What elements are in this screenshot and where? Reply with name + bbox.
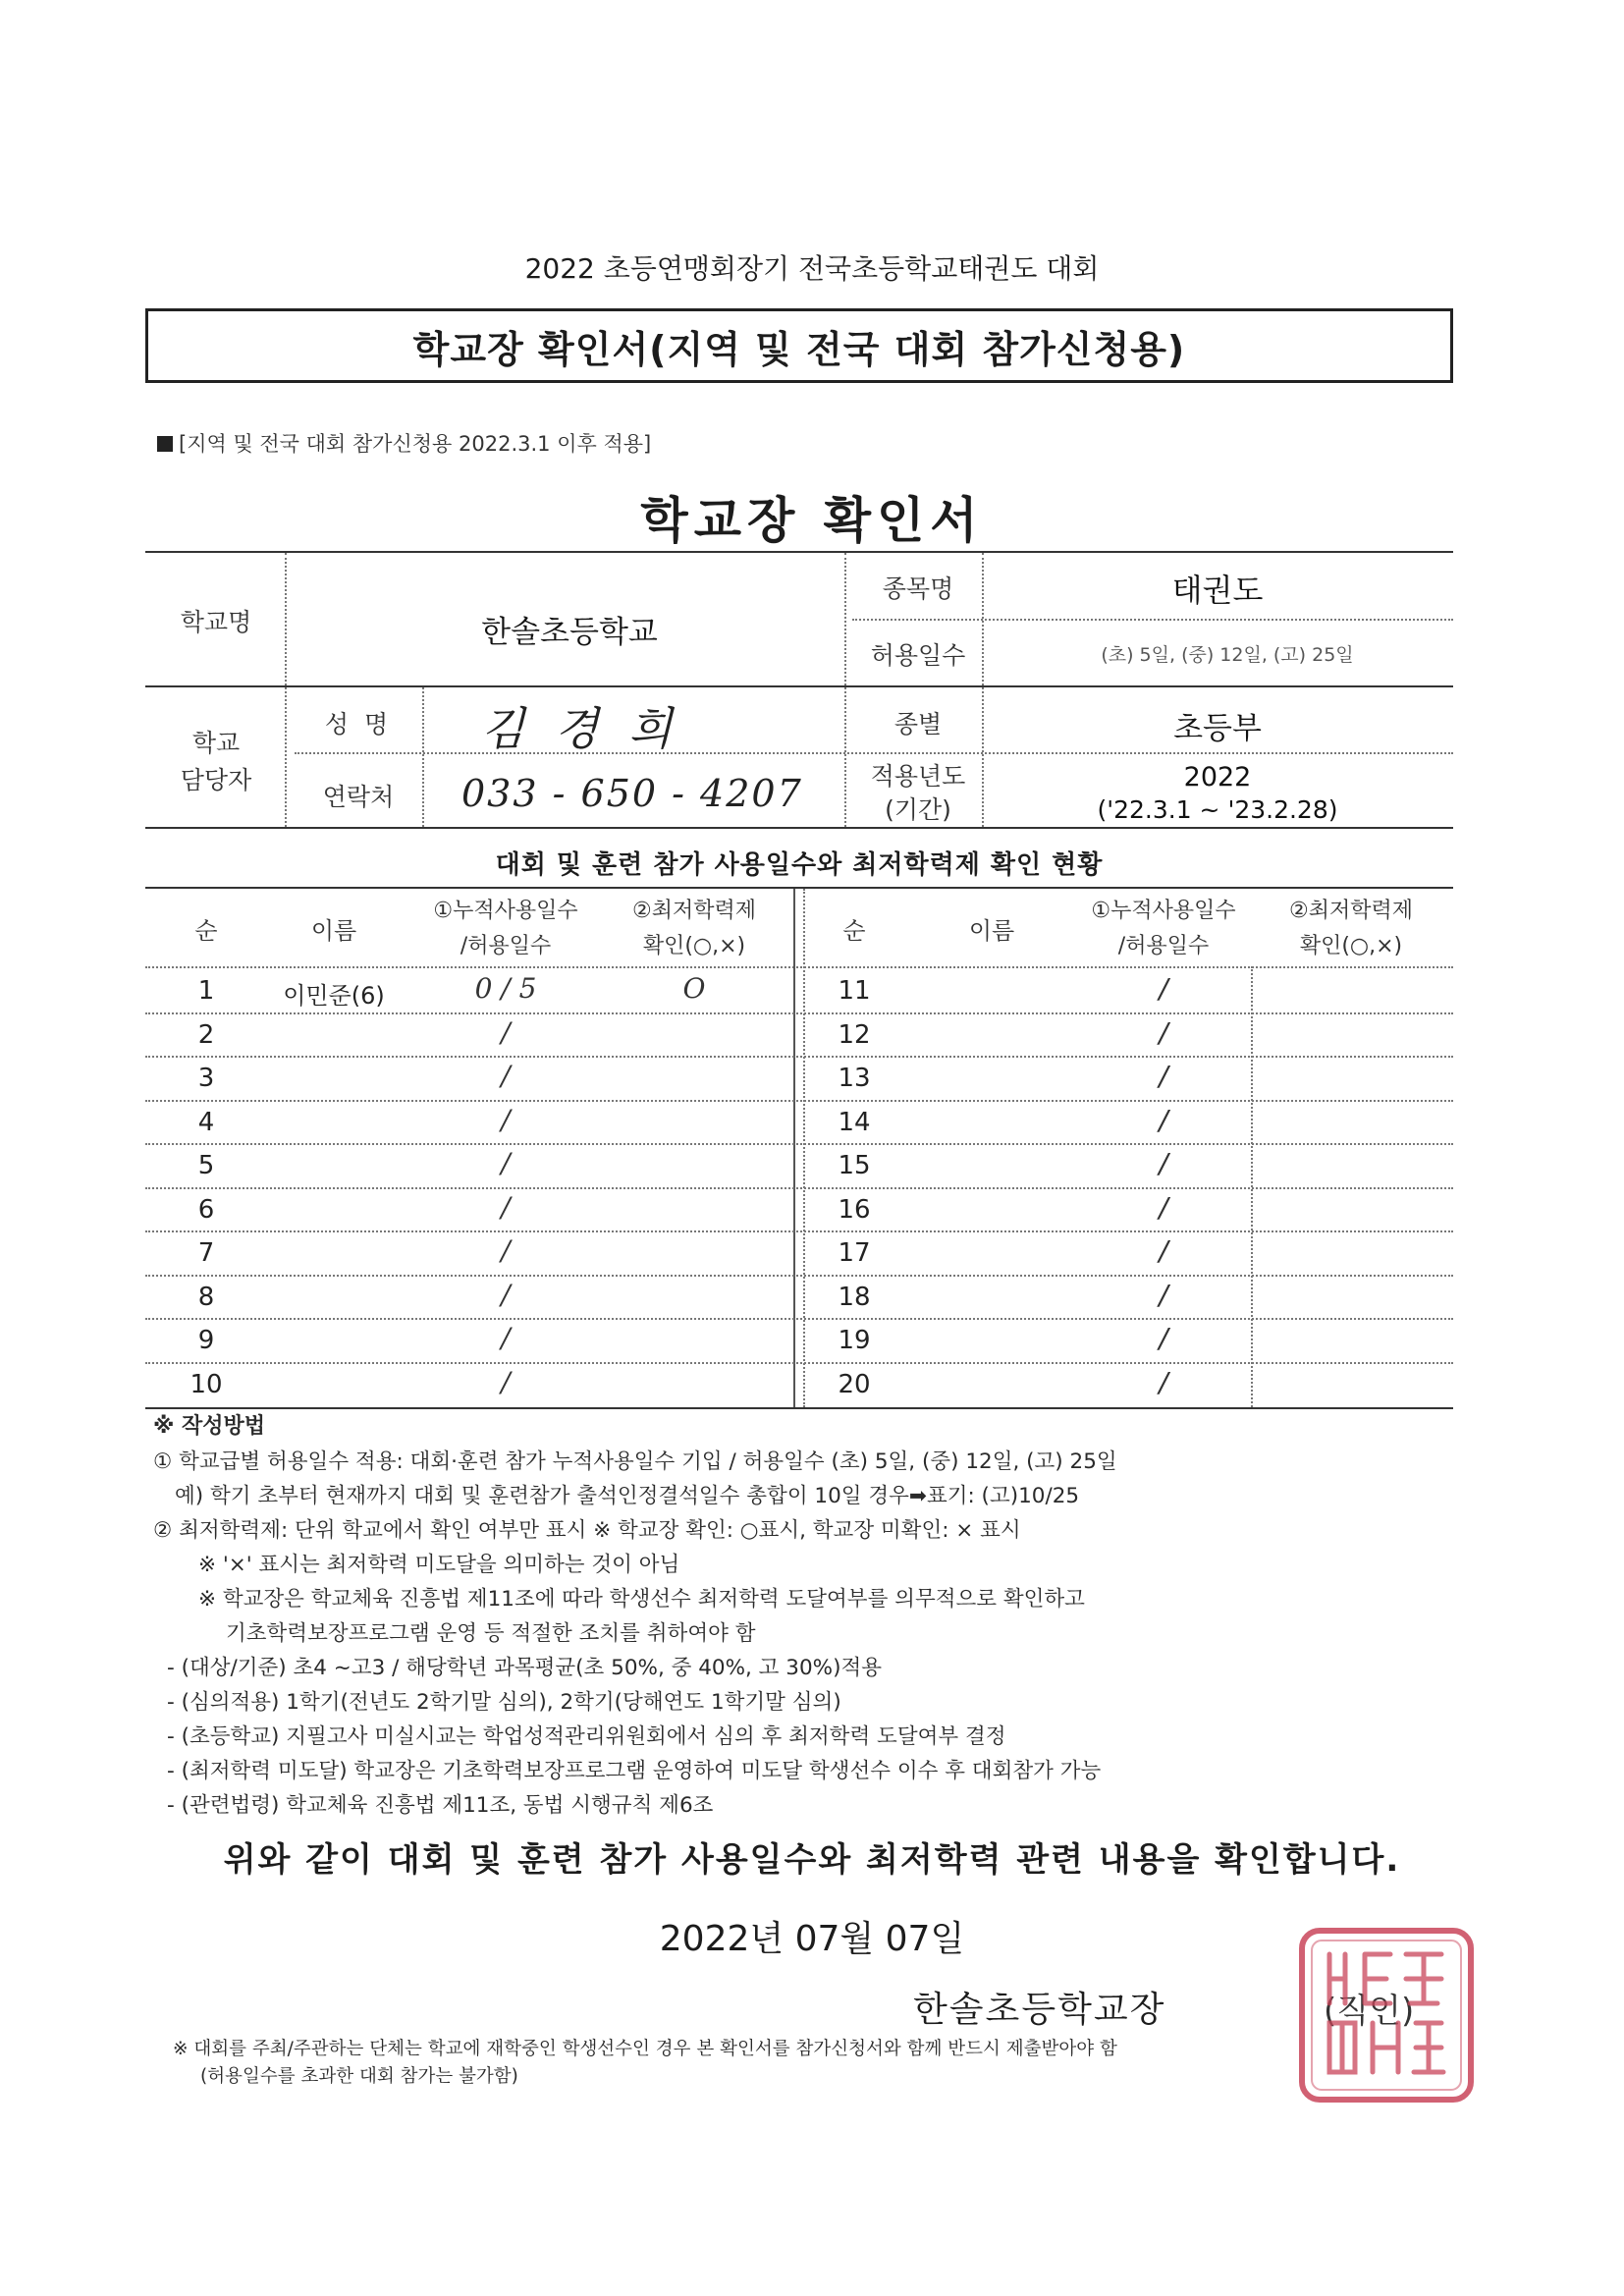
note-line: ① 학교급별 허용일수 적용: 대회·훈련 참가 누적사용일수 기입 / 허용일수 (초) 5일, (중) 12일, (고) 25일: [153, 1449, 1117, 1474]
manager-label-line-1: 학교: [191, 729, 241, 757]
info-table-top-border: [145, 551, 1453, 553]
name-label: 성 명: [324, 710, 393, 738]
school-name-label: 학교명: [180, 608, 252, 636]
roster-left-header-days-2: /허용일수: [460, 934, 552, 958]
official-seal-stamp: [1296, 1925, 1477, 2105]
document-title-box: [145, 308, 1453, 383]
roster-right-header-min: [1253, 894, 1449, 964]
division-label: 종별: [893, 710, 943, 738]
roster-right-no: 16: [838, 1194, 871, 1225]
roster-right-no: 17: [838, 1238, 871, 1268]
manager-label: [147, 725, 285, 799]
year-label-line-2: (기간): [885, 795, 951, 824]
roster-left-name: 이민준(6): [283, 982, 385, 1010]
roster-right-no: 15: [838, 1151, 871, 1180]
roster-right-header-days-1: ①누적사용일수: [1091, 899, 1236, 923]
roster-left-no: 1: [197, 976, 215, 1006]
applicability-note: [157, 428, 651, 458]
roster-right-no: 12: [838, 1019, 871, 1050]
roster-row-divider: [145, 1187, 1453, 1189]
roster-left-no: 8: [197, 1282, 215, 1312]
roster-right-days: /: [1159, 1234, 1168, 1267]
roster-left-days: /: [501, 1147, 511, 1179]
contact-value-handwritten: 033 - 650 - 4207: [461, 772, 803, 815]
roster-left-header-min-2: 확인(○,×): [642, 934, 746, 958]
roster-left-days: /: [501, 1060, 511, 1092]
event-title: 2022 초등연맹회장기 전국초등학교태권도 대회: [524, 252, 1100, 285]
footer-line: (허용일수를 초과한 대회 참가는 불가함): [200, 2066, 518, 2087]
name-value-handwritten: 김 경 희: [481, 702, 680, 755]
roster-right-header-days: [1070, 894, 1257, 964]
division-value: 초등부: [1173, 711, 1262, 746]
roster-row-divider: [145, 1143, 1453, 1145]
roster-right-days: /: [1159, 1190, 1168, 1224]
note-line: ※ '×' 표시는 최저학력 미도달을 의미하는 것이 아님: [198, 1553, 680, 1577]
roster-row-divider: [145, 1012, 1453, 1014]
year-label-line-1: 적용년도: [870, 762, 966, 791]
period-value: ('22.3.1 ~ '23.2.28): [1097, 795, 1338, 824]
roster-row-divider: [145, 1056, 1453, 1058]
info-col-divider-1: [285, 553, 287, 827]
roster-right-header-days-2: /허용일수: [1117, 934, 1210, 958]
roster-left-no: 10: [189, 1369, 223, 1399]
roster-left-header-min: [601, 894, 787, 964]
roster-left-no: 4: [197, 1107, 215, 1137]
roster-bottom-border: [145, 1407, 1453, 1409]
info-table-divider: [145, 685, 1453, 687]
roster-left-header-min-1: ②최저학력제: [632, 899, 756, 923]
roster-right-no: 13: [838, 1064, 871, 1093]
roster-right-no: 14: [838, 1107, 871, 1137]
roster-header-divider: [145, 966, 1453, 968]
roster-top-border: [145, 887, 1453, 889]
roster-right-no: 11: [838, 976, 871, 1006]
note-line: 기초학력보장프로그램 운영 등 적절한 조치를 취하여야 함: [226, 1621, 756, 1646]
roster-right-no: 19: [838, 1326, 871, 1355]
roster-left-days: /: [501, 1278, 511, 1311]
form-title: 학교장 확인서: [640, 492, 984, 549]
applicability-note-text: [지역 및 전국 대회 참가신청용 2022.3.1 이후 적용]: [179, 432, 652, 456]
roster-left-min: O: [682, 972, 706, 1005]
roster-section-title: 대회 및 훈련 참가 사용일수와 최저학력제 확인 현황: [495, 850, 1104, 880]
roster-right-header-min-2: 확인(○,×): [1299, 934, 1403, 958]
sport-value: 태권도: [1171, 572, 1264, 609]
roster-right-days: /: [1159, 1103, 1168, 1136]
roster-left-header-days: [412, 894, 599, 964]
roster-left-header-no: 순: [194, 917, 218, 945]
info-col-divider-2: [844, 553, 846, 827]
school-name-value: 한솔초등학교: [481, 615, 658, 650]
allowed-days-label: 허용일수: [870, 641, 966, 670]
roster-left-header-name: 이름: [310, 917, 357, 945]
roster-left-days: /: [501, 1322, 511, 1354]
info-table-bottom-border: [145, 827, 1453, 829]
roster-left-header-days-1: ①누적사용일수: [433, 899, 578, 923]
roster-left-no: 5: [197, 1151, 215, 1180]
roster-right-days: /: [1159, 1278, 1168, 1311]
note-line: ※ 학교장은 학교체육 진흥법 제11조에 따라 학생선수 최저학력 도달여부를 의무적으로 확인하고: [198, 1587, 1085, 1612]
roster-row-divider: [145, 1275, 1453, 1277]
roster-right-no: 20: [838, 1369, 871, 1399]
roster-left-days: /: [501, 1015, 511, 1049]
roster-row-divider: [145, 1230, 1453, 1232]
issue-date: 2022년 07월 07일: [659, 1919, 965, 1959]
roster-right-header-no: 순: [842, 917, 866, 945]
roster-left-no: 7: [197, 1238, 215, 1268]
note-line: - (초등학교) 지필고사 미실시교는 학업성적관리위원회에서 심의 후 최저학력 도달여부 결정: [167, 1724, 1006, 1749]
square-bullet-icon: [157, 436, 173, 452]
roster-left-no: 9: [197, 1326, 215, 1355]
document-title: 학교장 확인서(지역 및 전국 대회 참가신청용): [412, 327, 1186, 371]
seal-label: (직인): [1324, 1992, 1415, 2031]
roster-left-days: /: [501, 1365, 511, 1398]
roster-left-days: 0 / 5: [474, 972, 537, 1005]
roster-right-header-name: 이름: [968, 917, 1015, 945]
roster-left-no: 6: [197, 1194, 215, 1225]
note-line: - (관련법령) 학교체육 진흥법 제11조, 동법 시행규칙 제6조: [167, 1793, 714, 1818]
roster-right-days: /: [1159, 1060, 1168, 1092]
year-value: 2022: [1183, 762, 1252, 793]
roster-row-divider: [145, 1362, 1453, 1364]
notes-heading: ※ 작성방법: [153, 1414, 266, 1439]
note-line: - (최저학력 미도달) 학교장은 기초학력보장프로그램 운영하여 미도달 학생선수 이수 후 대회참가 가능: [167, 1759, 1102, 1783]
roster-right-days: /: [1159, 1365, 1168, 1398]
year-label: [854, 760, 982, 827]
note-line: - (심의적용) 1학기(전년도 2학기말 심의), 2학기(당해연도 1학기말 심의): [167, 1690, 841, 1715]
roster-right-days: /: [1159, 972, 1168, 1005]
confirmation-statement: 위와 같이 대회 및 훈련 참가 사용일수와 최저학력 관련 내용을 확인합니다.: [223, 1840, 1401, 1880]
roster-left-no: 2: [197, 1019, 215, 1050]
roster-right-days: /: [1159, 1015, 1168, 1049]
info-row-divider-right-1: [852, 619, 1453, 621]
roster-right-no: 18: [838, 1282, 871, 1312]
footer-line: ※ 대회를 주최/주관하는 단체는 학교에 재학중인 학생선수인 경우 본 확인서를 참가신청서와 함께 반드시 제출받아야 함: [173, 2039, 1117, 2059]
roster-right-days: /: [1159, 1322, 1168, 1354]
info-col-divider-4: [422, 687, 424, 827]
roster-left-no: 3: [197, 1064, 215, 1093]
roster-left-days: /: [501, 1190, 511, 1224]
roster-row-divider: [145, 1318, 1453, 1320]
allowed-days-value: (초) 5일, (중) 12일, (고) 25일: [1101, 644, 1354, 666]
sport-label: 종목명: [882, 574, 954, 603]
contact-label: 연락처: [322, 783, 395, 811]
principal-name: 한솔초등학교장: [913, 1990, 1166, 2030]
roster-row-divider: [145, 1100, 1453, 1102]
note-line: ② 최저학력제: 단위 학교에서 확인 여부만 표시 ※ 학교장 확인: ○표시, 학교장 미확인: × 표시: [153, 1518, 1021, 1543]
roster-right-header-min-1: ②최저학력제: [1289, 899, 1413, 923]
manager-label-line-2: 담당자: [180, 766, 252, 794]
roster-right-days: /: [1159, 1147, 1168, 1179]
roster-center-divider: [793, 889, 795, 1407]
roster-left-days: /: [501, 1103, 511, 1136]
roster-left-days: /: [501, 1234, 511, 1267]
note-line: - (대상/기준) 초4 ~고3 / 해당학년 과목평균(초 50%, 중 40%, 고 30%)적용: [167, 1656, 882, 1680]
info-row-divider-2: [295, 752, 1453, 754]
note-line: 예) 학기 초부터 현재까지 대회 및 훈련참가 출석인정결석일수 총합이 10일 경우➡표기: (고)10/25: [175, 1484, 1080, 1508]
